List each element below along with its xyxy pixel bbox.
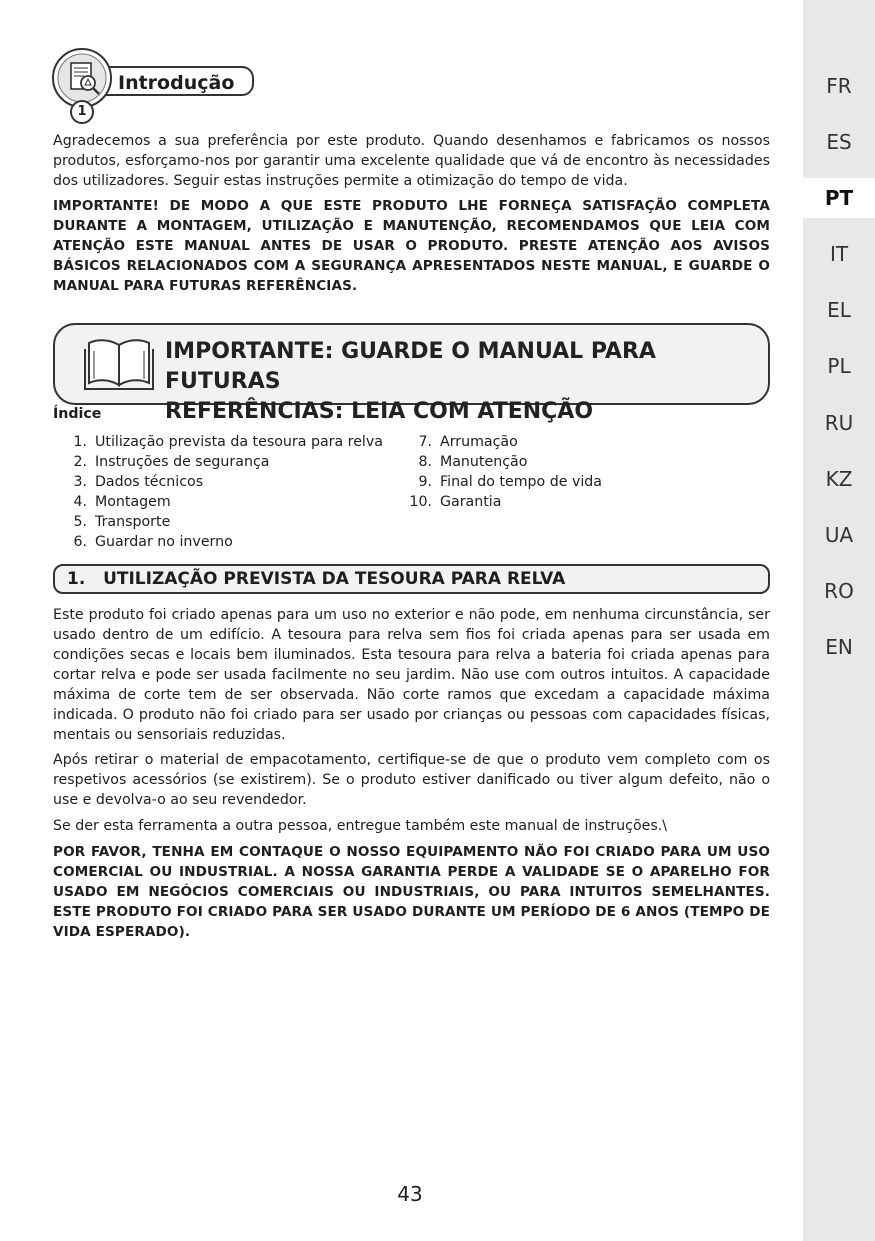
index-item-label: Dados técnicos: [95, 474, 204, 490]
lang-tab-ru[interactable]: RU: [824, 411, 854, 435]
lang-tab-es[interactable]: ES: [826, 130, 852, 154]
lang-tab-pl[interactable]: PL: [827, 354, 851, 378]
index-item[interactable]: [398, 432, 602, 452]
section-1-number: 1.: [67, 569, 86, 589]
lang-tab-it[interactable]: IT: [829, 242, 849, 266]
index-item-number: 1.: [73, 434, 87, 450]
intro-important-notice: IMPORTANTE! DE MODO A QUE ESTE PRODUTO LHE FORNEÇA SATISFAÇÃO COMPLETA DURANTE A MONTAGEM, UTILIZAÇÃO E MANUTENÇÃO, RECOMENDAMOS QUE LEIA COM ATENÇÃO ESTE MANUAL ANTES DE USAR O PRODUTO. PRESTE ATENÇÃO AOS AVISOS BÁSICOS RELACIONADOS COM A SEGURANÇA APRESENTADOS NESTE MANUAL, E GUARDE O MANUAL PARA FUTURAS REFERÊNCIAS.: [53, 198, 770, 294]
important-notice-title: [165, 337, 755, 427]
index-item-number: 3.: [73, 474, 87, 490]
index-item-label: Utilização prevista da tesoura para relva: [95, 434, 383, 450]
index-item-label: Transporte: [95, 514, 171, 530]
language-sidebar: [803, 0, 875, 1241]
index-item-number: 4.: [73, 494, 87, 510]
index-item-label: Garantia: [440, 494, 502, 510]
intro-label: Introdução: [106, 66, 254, 96]
index-item[interactable]: [53, 432, 383, 452]
lang-tab-el[interactable]: EL: [827, 298, 851, 322]
section-1-warning: POR FAVOR, TENHA EM CONTAQUE O NOSSO EQUIPAMENTO NÃO FOI CRIADO PARA UM USO COMERCIAL OU INDUSTRIAL. A NOSSA GARANTIA PERDE A VALIDADE SE O APARELHO FOR USADO EM NEGÓCIOS COMERCIAIS OU INDUSTRIAIS, OU PARA INTUITOS SEMELHANTES. ESTE PRODUTO FOI CRIADO PARA SER USADO DURANTE UM PERÍODO DE 6 ANOS (TEMPO DE VIDA ESPERADO).: [53, 844, 770, 940]
section-1-paragraph-3: Se der esta ferramenta a outra pessoa, entregue também este manual de instruções.\: [53, 818, 668, 834]
index-item[interactable]: [53, 452, 383, 472]
index-item-label: Arrumação: [440, 434, 518, 450]
lang-tab-fr[interactable]: FR: [826, 74, 852, 98]
index-list-right: [398, 432, 602, 512]
index-item-number: 9.: [418, 474, 432, 490]
index-item[interactable]: [398, 492, 602, 512]
index-item-label: Manutenção: [440, 454, 528, 470]
index-item-label: Final do tempo de vida: [440, 474, 602, 490]
index-item-label: Guardar no inverno: [95, 534, 233, 550]
index-item[interactable]: [398, 472, 602, 492]
section-1-title: UTILIZAÇÃO PREVISTA DA TESOURA PARA RELVA: [103, 569, 566, 589]
index-item[interactable]: [53, 492, 383, 512]
index-item-number: 2.: [73, 454, 87, 470]
open-book-icon: [83, 335, 155, 391]
index-item-label: Instruções de segurança: [95, 454, 270, 470]
index-item-number: 5.: [73, 514, 87, 530]
intro-paragraph: Agradecemos a sua preferência por este produto. Quando desenhamos e fabricamos os nossos produtos, esforçamo-nos por garantir uma excelente qualidade que vá de encontro às necessidades dos utilizadores. Seguir estas instruções permite a otimização do tempo de vida.: [53, 133, 770, 189]
section-1-paragraph-2: Após retirar o material de empacotamento, certifique-se de que o produto vem completo com os respetivos acessórios (se existirem). Se o produto estiver danificado ou tiver algum defeito, não o use e devolva-o ao seu revendedor.: [53, 752, 770, 808]
lang-tab-kz[interactable]: KZ: [825, 467, 853, 491]
lang-tab-pt[interactable]: PT: [803, 178, 875, 218]
lang-tab-en[interactable]: EN: [825, 635, 853, 659]
index-item-label: Montagem: [95, 494, 171, 510]
index-item-number: 10.: [409, 494, 432, 510]
index-item[interactable]: [53, 512, 383, 532]
index-title: Índice: [53, 406, 102, 422]
index-item[interactable]: [53, 532, 383, 552]
intro-header: [50, 46, 260, 126]
index-item-number: 8.: [418, 454, 432, 470]
manual-search-icon: [52, 48, 112, 108]
index-list-left: [53, 432, 383, 552]
page-number: 43: [397, 1182, 423, 1206]
section-1-paragraph-1: Este produto foi criado apenas para um uso no exterior e não pode, em nenhuma circunstância, ser usado dentro de um edifício. A tesoura para relva sem fios foi criada apenas para ser usada em condições secas e locais bem iluminados. Esta tesoura para relva a bateria foi criada apenas para cortar relva e pode ser usada facilmente no seu jardim. Não use com outros intuitos. A capacidade máxima de corte tem de ser observada. Não corte ramos que excedam a capacidade máxima indicada. O produto não foi criado para ser usado por crianças ou pessoas com capacidades físicas, mentais ou sensoriais reduzidas.: [53, 607, 770, 743]
lang-tab-ua[interactable]: UA: [824, 523, 854, 547]
index-item[interactable]: [53, 472, 383, 492]
section-1-heading: [53, 564, 770, 594]
lang-tab-ro[interactable]: RO: [824, 579, 854, 603]
notice-line-1: IMPORTANTE: GUARDE O MANUAL PARA FUTURAS: [165, 339, 656, 394]
notice-line-2: REFERÊNCIAS: LEIA COM ATENÇÃO: [165, 399, 594, 424]
index-item-number: 7.: [418, 434, 432, 450]
index-item[interactable]: [398, 452, 602, 472]
intro-step-number: 1: [70, 100, 94, 124]
index-item-number: 6.: [73, 534, 87, 550]
